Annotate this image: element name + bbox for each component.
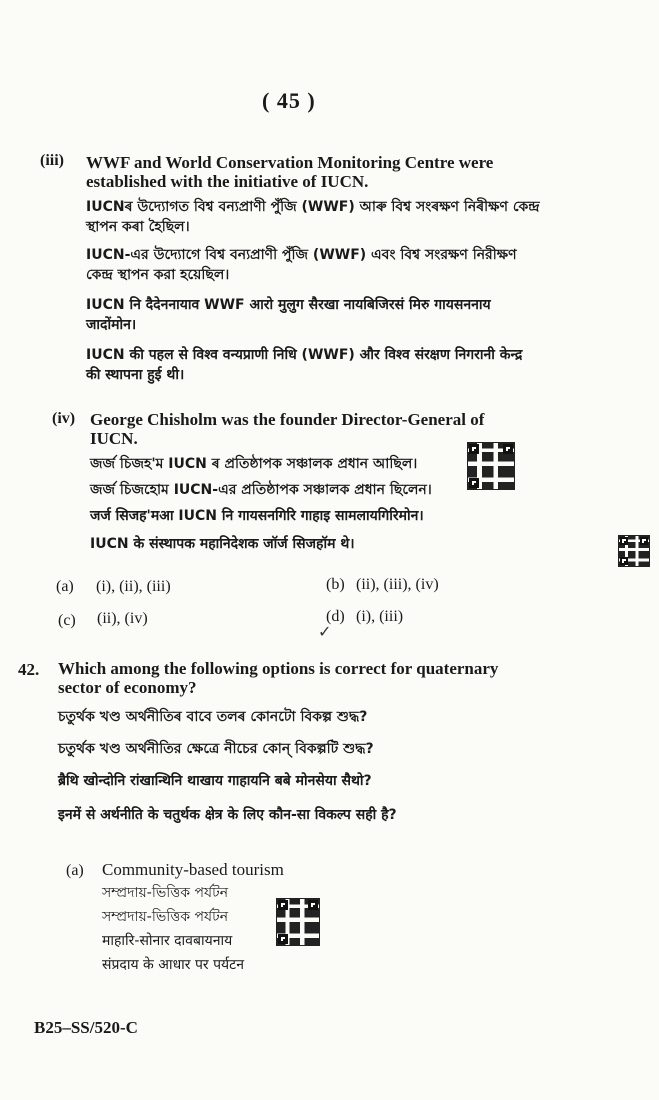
option-b-key: (b) <box>326 576 345 593</box>
statement-iv-bengali: জর্জ চিজহোম IUCN-এর প্রতিষ্ঠাপক সঞ্চালক প্রধান ছিলেন। <box>90 482 432 498</box>
qr-code-icon <box>618 535 650 567</box>
question-42-english-line1: Which among the following options is correct for quaternary <box>58 659 499 678</box>
statement-iii-assamese-line1: IUCNৰ উদ্যোগত বিশ্ব বন্যপ্ৰাণী পুঁজি (WWF) আৰু বিশ্ব সংৰক্ষণ নিৰীক্ষণ কেন্দ্ৰ <box>86 199 540 215</box>
statement-iv-bodo: जर्ज सिजह'मआ IUCN नि गायसनगिरि गाहाइ सामलायगिरिमोन। <box>90 508 424 524</box>
statement-iii-assamese-line2: স্থাপন কৰা হৈছিল। <box>86 219 190 235</box>
question-42-bengali: চতুর্থক খণ্ড অর্থনীতির ক্ষেত্রে নীচের কোন্ বিকল্পটি শুদ্ধ? <box>58 741 374 757</box>
option-c-key: (c) <box>58 612 76 629</box>
question-42-number: 42. <box>18 660 40 679</box>
option-a-text: (i), (ii), (iii) <box>96 578 171 595</box>
q42-option-a-key: (a) <box>66 862 84 879</box>
paper-code: B25–SS/520-C <box>34 1018 138 1037</box>
q42-option-a <box>102 860 362 975</box>
option-a-key: (a) <box>56 578 74 595</box>
option-d-text: (i), (iii) <box>356 608 404 625</box>
q42-option-a-hindi: संप्रदाय के आधार पर पर्यटन <box>102 957 245 973</box>
page-number: ( 45 ) <box>262 88 316 113</box>
question-42-bodo: ब्रैथि खोन्दोनि रांखान्थिनि थाखाय गाहायनि बबे मोनसेया सैथो? <box>58 773 372 789</box>
question-42 <box>58 659 578 825</box>
statement-iv-english-line1: George Chisholm was the founder Director-General of <box>90 410 485 429</box>
option-d-key: (d) <box>326 608 345 625</box>
statement-iv <box>90 410 590 554</box>
statement-iii-bengali-line2: কেন্দ্র স্থাপন করা হয়েছিল। <box>86 267 230 283</box>
qr-code-icon <box>467 442 515 490</box>
statement-iii-hindi-line2: की स्थापना हुई थी। <box>86 367 185 383</box>
statement-iii-english-line2: established with the initiative of IUCN. <box>86 172 369 191</box>
statement-iii-bodo-line1: IUCN नि दैदेननायाव WWF आरो मुलुग सैरखा नायबिजिरसं मिरु गायसननाय <box>86 297 491 313</box>
statement-iii-bengali-line1: IUCN-এর উদ্যোগে বিশ্ব বন্যপ্রাণী পুঁজি (WWF) এবং বিশ্ব সংরক্ষণ নিরীক্ষণ <box>86 247 517 263</box>
statement-iii-label: (iii) <box>40 152 64 169</box>
question-42-hindi: इनमें से अर्थनीति के चतुर्थक क्षेत्र के लिए कौन-सा विकल्प सही है? <box>58 807 397 823</box>
question-42-assamese: চতুৰ্থক খণ্ড অৰ্থনীতিৰ বাবে তলৰ কোনটো বিকল্প শুদ্ধ? <box>58 709 368 725</box>
statement-iii-english-line1: WWF and World Conservation Monitoring Centre were <box>86 153 494 172</box>
option-c-text: (ii), (iv) <box>97 610 148 627</box>
q42-option-a-english: Community-based tourism <box>102 860 284 879</box>
statement-iv-english-line2: IUCN. <box>90 429 138 448</box>
question-42-english-line2: sector of economy? <box>58 678 197 697</box>
pen-tick-mark-icon: ✓ <box>318 624 332 641</box>
statement-iv-hindi: IUCN के संस्थापक महानिदेशक जॉर्ज सिजहॉम थे। <box>90 536 355 552</box>
statement-iii-bodo-line2: जादोंमोन। <box>86 317 137 333</box>
statement-iii <box>86 153 586 385</box>
statement-iii-hindi-line1: IUCN की पहल से विश्व वन्यप्राणी निधि (WWF) और विश्व संरक्षण निगरानी केन्द्र <box>86 347 523 363</box>
statement-iv-label: (iv) <box>52 410 76 427</box>
q42-option-a-bodo: माहारि-सोनार दावबायनाय <box>102 933 233 949</box>
statement-iv-assamese: জৰ্জ চিজহ'ম IUCN ৰ প্ৰতিষ্ঠাপক সঞ্চালক প্ৰধান আছিল। <box>90 456 418 472</box>
option-b-text: (ii), (iii), (iv) <box>356 576 439 593</box>
q42-option-a-bengali: সম্প্রদায়-ভিত্তিক পর্যটন <box>102 909 229 925</box>
q42-option-a-assamese: সম্প্ৰদায়-ভিত্তিক পৰ্যটন <box>102 885 229 901</box>
